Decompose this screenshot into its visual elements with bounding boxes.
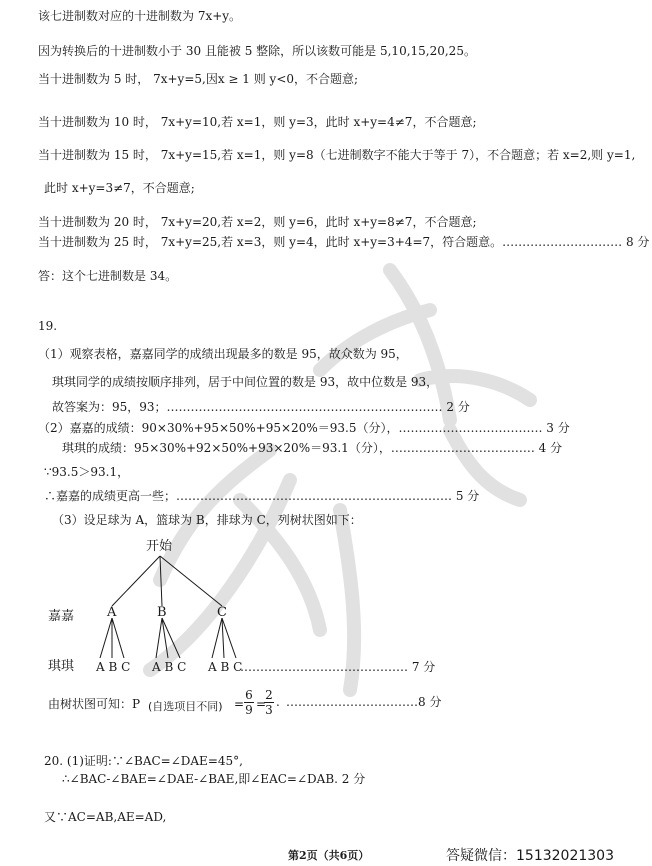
- tree-score: …………………………………… 7 分: [240, 660, 436, 674]
- line-decimal-value: 该七进制数对应的十进制数为 7x+y。: [38, 9, 242, 23]
- line-case-15-cont: 此时 x+y=3≠7，不合题意;: [44, 181, 195, 195]
- fraction-denominator-2: 3: [265, 703, 273, 717]
- tree-leaves-b: A B C: [152, 660, 187, 674]
- line-case-20: 当十进制数为 20 时， 7x+y=20,若 x=2，则 y=6，此时 x+y=8≠7，不合题意;: [38, 215, 477, 229]
- fraction-numerator-2: 2: [265, 688, 273, 702]
- tree-label-jiajia: 嘉嘉: [48, 609, 75, 624]
- fraction-numerator-1: 6: [245, 688, 253, 702]
- line-answer: 答：这个七进制数是 34。: [38, 269, 178, 283]
- question-19-number: 19.: [38, 319, 58, 333]
- line-divisible-by-5: 因为转换后的十进制数小于 30 且能被 5 整除，所以该数可能是 5,10,15,20,25。: [38, 44, 476, 58]
- page-number: 第2页（共6页）: [288, 849, 370, 862]
- tree-leaves-a: A B C: [96, 660, 131, 674]
- line-case-15: 当十进制数为 15 时， 7x+y=15,若 x=1，则 y=8（七进制数字不能大于等于 7），不合题意；若 x=2,则 y=1,: [38, 148, 636, 162]
- tree-node-c: C: [217, 605, 227, 620]
- q19-part2-compare: ∵93.5＞93.1，: [44, 465, 130, 479]
- tree-root: 开始: [146, 539, 173, 554]
- q19-part1-mode: （1）观察表格，嘉嘉同学的成绩出现最多的数是 95，故众数为 95，: [38, 347, 408, 361]
- fraction-two-thirds: [264, 689, 274, 716]
- q19-part2-conclusion: ∴嘉嘉的成绩更高一些；…………………………………………………………… 5 分: [44, 489, 480, 503]
- contact-wechat: 答疑微信：15132021303: [446, 848, 614, 864]
- question-20-proof: 20. (1)证明:∵∠BAC=∠DAE=45°,: [44, 754, 243, 768]
- q19-part2-qiqi: 琪琪的成绩：95×30%+92×50%+93×20%＝93.1（分），……………………………… 4 分: [62, 441, 563, 455]
- probability-condition: (自选项目不同): [148, 700, 223, 713]
- probability-score: ……………………………8 分: [286, 695, 442, 709]
- q19-part1-answer: 故答案为：95，93；…………………………………………………………… 2 分: [52, 400, 470, 414]
- fraction-end: .: [276, 695, 280, 709]
- fraction-eq-1: =: [234, 697, 245, 711]
- line-case-10: 当十进制数为 10 时， 7x+y=10,若 x=1，则 y=3，此时 x+y=4≠7，不合题意;: [38, 115, 477, 129]
- line-case-25: 当十进制数为 25 时， 7x+y=25,若 x=3，则 y=4，此时 x+y=3+4=7，符合题意。………………………… 8 分: [38, 235, 650, 249]
- q19-part1-median: 琪琪同学的成绩按顺序排列，居于中间位置的数是 93，故中位数是 93，: [52, 375, 439, 389]
- tree-node-b: B: [157, 605, 167, 620]
- tree-leaves-c: A B C: [208, 660, 243, 674]
- tree-diagram: [0, 530, 436, 680]
- q19-part3-setup: （3）设足球为 A，篮球为 B，排球为 C，列树状图如下：: [52, 513, 362, 527]
- line-case-5: 当十进制数为 5 时， 7x+y=5,因x ≥ 1 则 y<0，不合题意;: [38, 72, 359, 86]
- q19-part2-jiajia: （2）嘉嘉的成绩：90×30%+95×50%+95×20%＝93.5（分），……………………………… 3 分: [38, 421, 570, 435]
- question-20-given: 又∵AC=AB,AE=AD,: [44, 810, 167, 824]
- fraction-denominator-1: 9: [245, 703, 253, 717]
- tree-node-a: A: [107, 605, 117, 620]
- probability-intro: 由树状图可知：P: [48, 697, 141, 711]
- fraction-eq-2: =: [256, 697, 267, 711]
- question-20-step: ∴∠BAC-∠BAE=∠DAE-∠BAE,即∠EAC=∠DAB. 2 分: [62, 772, 366, 786]
- fraction-six-ninths: [244, 689, 254, 716]
- tree-label-qiqi: 琪琪: [48, 659, 75, 674]
